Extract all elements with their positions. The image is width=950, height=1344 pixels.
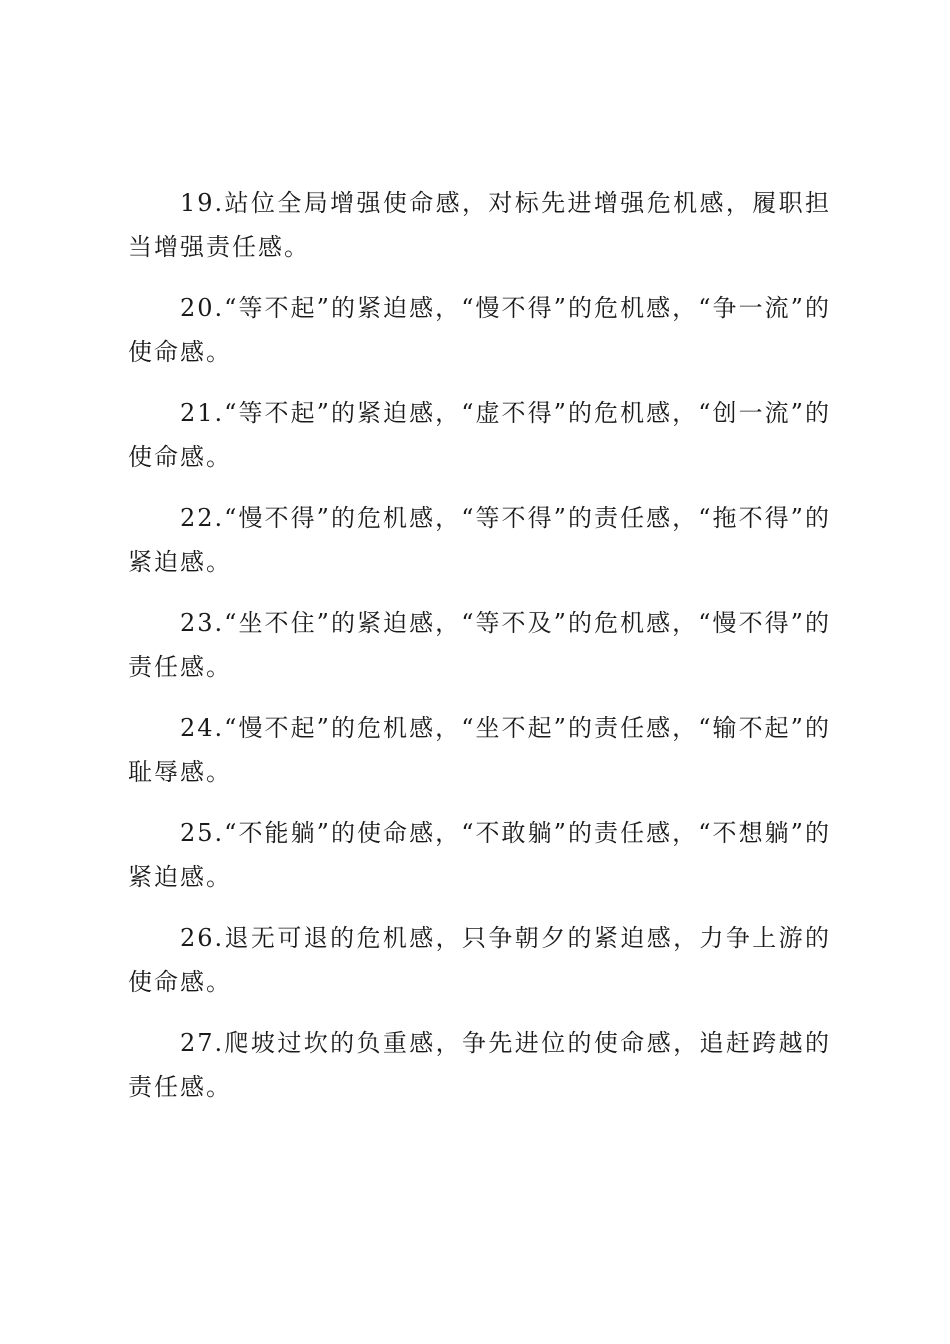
paragraph-19: 19.站位全局增强使命感，对标先进增强危机感，履职担当增强责任感。 [128,189,831,261]
paragraph-21: 21.“等不起”的紧迫感，“虚不得”的危机感，“创一流”的使命感。 [128,399,831,471]
paragraph-25: 25.“不能躺”的使命感，“不敢躺”的责任感，“不想躺”的紧迫感。 [128,819,831,891]
paragraph-22: 22.“慢不得”的危机感，“等不得”的责任感，“拖不得”的紧迫感。 [128,504,831,576]
paragraph-24: 24.“慢不起”的危机感，“坐不起”的责任感，“输不起”的耻辱感。 [128,714,831,786]
paragraph-23: 23.“坐不住”的紧迫感，“等不及”的危机感，“慢不得”的责任感。 [128,609,831,681]
paragraph-27: 27.爬坡过坎的负重感，争先进位的使命感，追赶跨越的责任感。 [128,1029,831,1101]
paragraph-20: 20.“等不起”的紧迫感，“慢不得”的危机感，“争一流”的使命感。 [128,294,831,366]
document-body [128,181,831,1126]
paragraph-26: 26.退无可退的危机感，只争朝夕的紧迫感，力争上游的使命感。 [128,924,831,996]
